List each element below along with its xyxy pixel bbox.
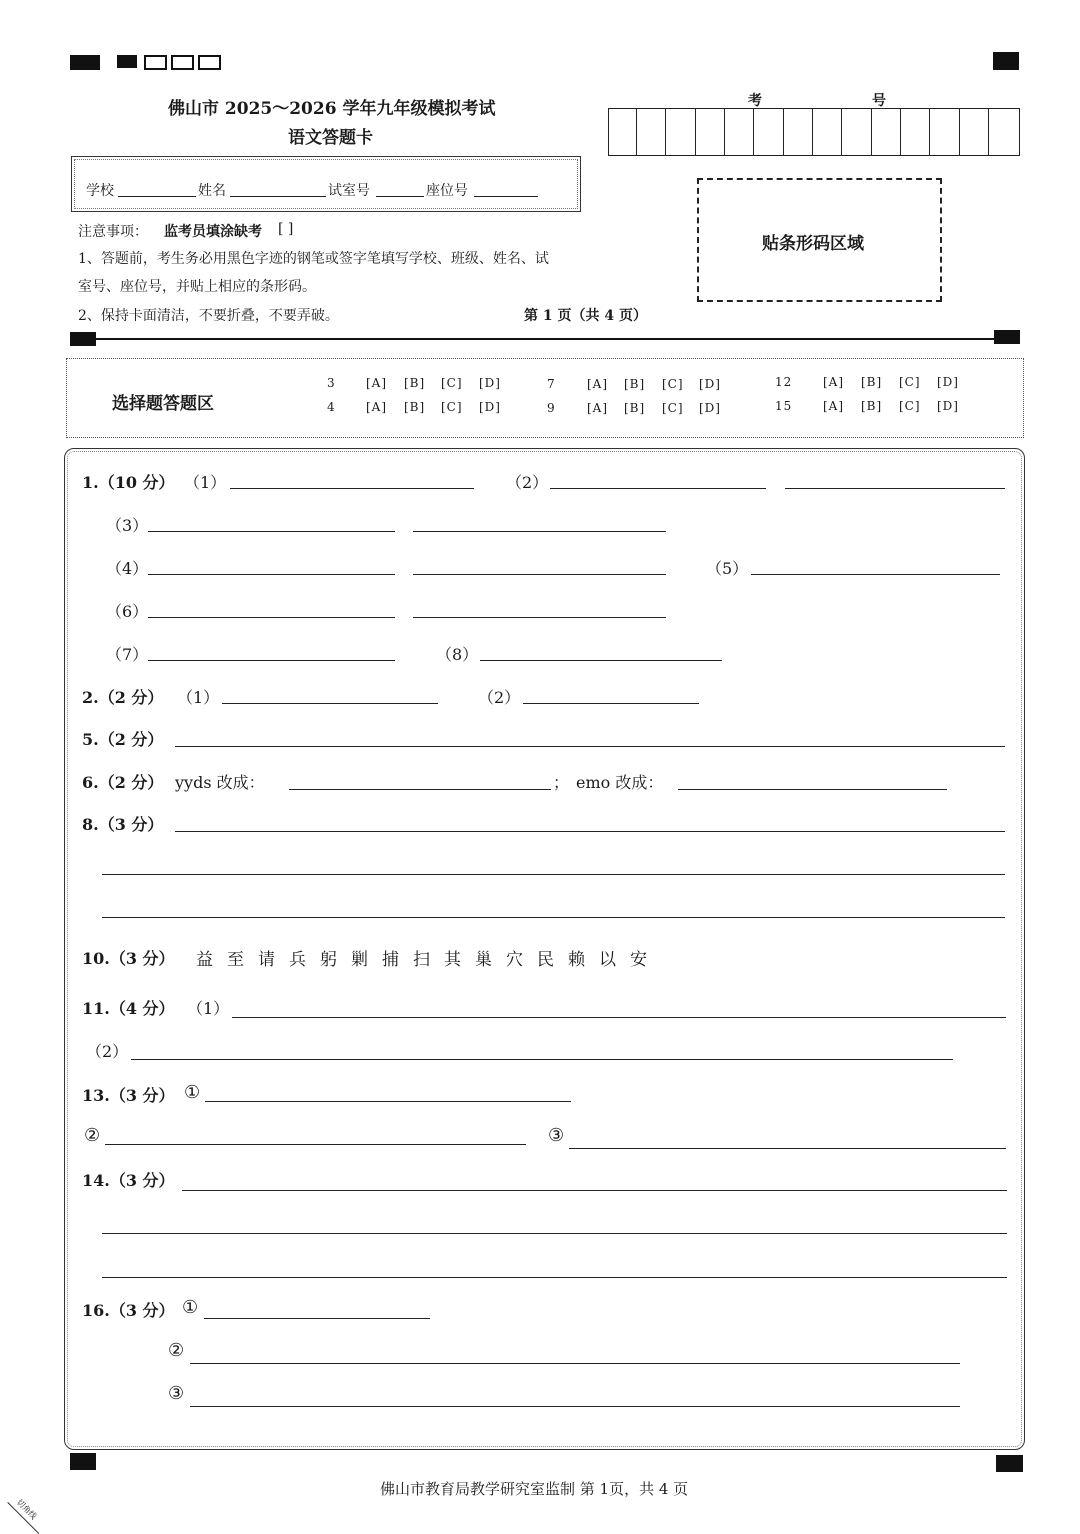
option-c[interactable]: [C] [441,376,463,390]
absent-label: 监考员填涂缺考 [164,224,262,240]
choice-area-label: 选择题答题区 [112,394,214,414]
q13-3-answer-line[interactable] [569,1148,1006,1149]
timing-mark [70,1453,96,1470]
cut-corner-label: 切角线 [14,1497,39,1522]
timing-mark [117,55,137,68]
q1-sub-5: （5） [706,559,749,578]
q16-sub-2: ② [168,1340,185,1361]
q10-char[interactable]: 躬 [320,950,337,970]
q1-label: 1.（10 分） [82,473,175,492]
q8-answer-line[interactable] [102,874,1005,875]
q16-3-answer-line[interactable] [190,1406,960,1407]
option-c[interactable]: [C] [662,377,684,391]
note-line: 室号、座位号，并贴上相应的条形码。 [78,279,316,295]
q1-3-answer-line-b[interactable] [413,531,666,532]
q14-answer-line[interactable] [102,1233,1007,1234]
exam-number-cell[interactable] [931,108,960,156]
q1-4-answer-line[interactable] [148,574,395,575]
exam-number-cell[interactable] [813,108,842,156]
q13-sub-3: ③ [548,1125,565,1146]
option-c[interactable]: [C] [899,375,921,389]
q8-answer-line[interactable] [175,831,1005,832]
exam-number-cell[interactable] [960,108,989,156]
q10-char[interactable]: 益 [196,950,213,970]
q10-char[interactable]: 捕 [382,950,399,970]
option-b[interactable]: [B] [624,401,646,415]
q1-8-answer-line[interactable] [480,660,722,661]
timing-mark [70,332,96,346]
option-a[interactable]: [A] [366,376,388,390]
choice-number: 15 [775,399,793,413]
page-info: 第 1 页（共 4 页） [524,308,647,324]
q13-sub-2: ② [84,1125,101,1146]
option-b[interactable]: [B] [861,399,883,413]
timing-mark [993,52,1019,70]
barcode-area-label: 贴条形码区域 [762,234,864,254]
option-c[interactable]: [C] [441,400,463,414]
q1-6-answer-line[interactable] [148,617,395,618]
q10-char[interactable]: 安 [630,950,647,970]
option-b[interactable]: [B] [404,400,426,414]
q1-1-answer-line[interactable] [230,488,474,489]
q2-sub-1: （1） [177,688,220,707]
q5-label: 5.（2 分） [82,730,164,749]
q16-sub-3: ③ [168,1383,185,1404]
q10-label: 10.（3 分） [82,949,175,968]
room-field[interactable] [376,196,424,197]
option-d[interactable]: [D] [479,400,501,414]
q1-5-answer-line[interactable] [751,574,1000,575]
q1-sub-6: （6） [106,602,149,621]
q16-sub-1: ① [182,1297,199,1318]
option-c[interactable]: [C] [899,399,921,413]
q1-3-answer-line[interactable] [148,531,395,532]
option-a[interactable]: [A] [366,400,388,414]
q1-6-answer-line-b[interactable] [413,617,666,618]
q8-answer-line[interactable] [102,917,1005,918]
q14-answer-line[interactable] [182,1190,1007,1191]
option-d[interactable]: [D] [479,376,501,390]
exam-number-cell[interactable] [755,108,784,156]
q13-1-answer-line[interactable] [205,1101,571,1102]
q2-1-answer-line[interactable] [222,703,438,704]
q16-label: 16.（3 分） [82,1301,175,1320]
exam-number-cell[interactable] [637,108,666,156]
q16-1-answer-line[interactable] [204,1318,430,1319]
exam-number-cell[interactable] [696,108,725,156]
option-b[interactable]: [B] [404,376,426,390]
q2-sub-2: （2） [478,688,521,707]
q1-2-answer-line[interactable] [550,488,766,489]
exam-number-cell[interactable] [608,108,637,156]
exam-no-label: 考 [748,93,762,109]
q2-2-answer-line[interactable] [523,703,699,704]
student-info-box [71,156,581,212]
exam-number-cell[interactable] [725,108,754,156]
q10-char[interactable]: 剿 [351,950,368,970]
q11-label: 11.（4 分） [82,999,175,1018]
q1-2-answer-line-b[interactable] [785,488,1005,489]
q1-sub-8: （8） [436,645,479,664]
q1-4-answer-line-b[interactable] [413,574,666,575]
exam-subtitle: 语文答题卡 [288,128,373,148]
q1-sub-1: （1） [184,473,227,492]
exam-number-cell[interactable] [901,108,930,156]
name-field[interactable] [230,196,326,197]
q10-char[interactable]: 赖 [568,950,585,970]
school-label: 学校 [86,183,114,199]
q6-label: 6.（2 分） [82,773,164,792]
q1-sub-3: （3） [106,516,149,535]
q2-label: 2.（2 分） [82,688,164,707]
q1-sub-4: （4） [106,559,149,578]
q6-part-a-answer-line[interactable] [289,789,551,790]
q10-char[interactable]: 巢 [475,950,492,970]
exam-number-cell[interactable] [784,108,813,156]
note-line: 2、保持卡面清洁，不要折叠，不要弄破。 [78,308,339,324]
choice-number: 12 [775,375,793,389]
room-label: 试室号 [328,183,370,199]
q10-char[interactable]: 其 [444,950,461,970]
q10-char[interactable]: 兵 [289,950,306,970]
choice-number: 3 [327,376,336,390]
choice-number: 4 [327,400,336,414]
choice-number: 7 [547,377,556,391]
note-line: 1、答题前，考生务必用黑色字迹的钢笔或签字笔填写学校、班级、姓名、试 [78,251,549,267]
exam-title: 佛山市 2025～2026 学年九年级模拟考试 [168,99,496,119]
q11-sub-1: （1） [187,999,230,1018]
q10-char[interactable]: 民 [537,950,554,970]
q11-sub-2: （2） [86,1042,129,1061]
seat-field[interactable] [474,196,538,197]
timing-mark-hollow [144,55,167,70]
q8-label: 8.（3 分） [82,815,164,834]
option-d[interactable]: [D] [699,401,721,415]
q14-label: 14.（3 分） [82,1171,175,1190]
timing-mark [996,1455,1023,1472]
q10-char[interactable]: 扫 [413,950,430,970]
option-b[interactable]: [B] [624,377,646,391]
q6-separator: ； [553,773,570,792]
separator-rule [96,338,994,340]
q11-1-answer-line[interactable] [232,1017,1006,1018]
option-a[interactable]: [A] [587,401,609,415]
q5-answer-line[interactable] [175,746,1005,747]
q6-part-b-label: emo 改成： [576,773,664,792]
exam-no-label: 号 [872,93,886,109]
option-a[interactable]: [A] [587,377,609,391]
q6-part-a-label: yyds 改成： [175,773,265,792]
choice-number: 9 [547,401,556,415]
q10-char[interactable]: 至 [227,950,244,970]
q10-char[interactable]: 穴 [506,950,523,970]
timing-mark [70,55,100,70]
seat-label: 座位号 [426,183,468,199]
q6-part-b-answer-line[interactable] [678,789,947,790]
option-a[interactable]: [A] [823,375,845,389]
absent-checkbox[interactable]: [ ] [278,221,294,237]
notes-heading: 注意事项： [78,224,148,240]
option-c[interactable]: [C] [662,401,684,415]
exam-number-cell[interactable] [667,108,696,156]
q16-2-answer-line[interactable] [190,1363,960,1364]
name-label: 姓名 [198,183,226,199]
option-b[interactable]: [B] [861,375,883,389]
option-a[interactable]: [A] [823,399,845,413]
q10-sentence [196,945,661,970]
timing-mark-hollow [198,55,221,70]
timing-mark [994,330,1020,344]
option-d[interactable]: [D] [937,399,959,413]
exam-number-cell[interactable] [872,108,901,156]
school-field[interactable] [118,196,196,197]
q13-sub-1: ① [184,1082,201,1103]
q1-sub-2: （2） [506,473,549,492]
timing-mark-hollow [171,55,194,70]
footer-text: 佛山市教育局教学研究室监制 第 1页，共 4 页 [380,1480,689,1498]
q13-2-answer-line[interactable] [105,1144,526,1145]
q10-char[interactable]: 以 [599,950,616,970]
q1-sub-7: （7） [106,645,149,664]
q10-char[interactable]: 请 [258,950,275,970]
exam-number-cell[interactable] [843,108,872,156]
q13-label: 13.（3 分） [82,1086,175,1105]
q1-7-answer-line[interactable] [148,660,395,661]
q11-2-answer-line[interactable] [131,1059,953,1060]
q14-answer-line[interactable] [102,1277,1007,1278]
option-d[interactable]: [D] [699,377,721,391]
option-d[interactable]: [D] [937,375,959,389]
